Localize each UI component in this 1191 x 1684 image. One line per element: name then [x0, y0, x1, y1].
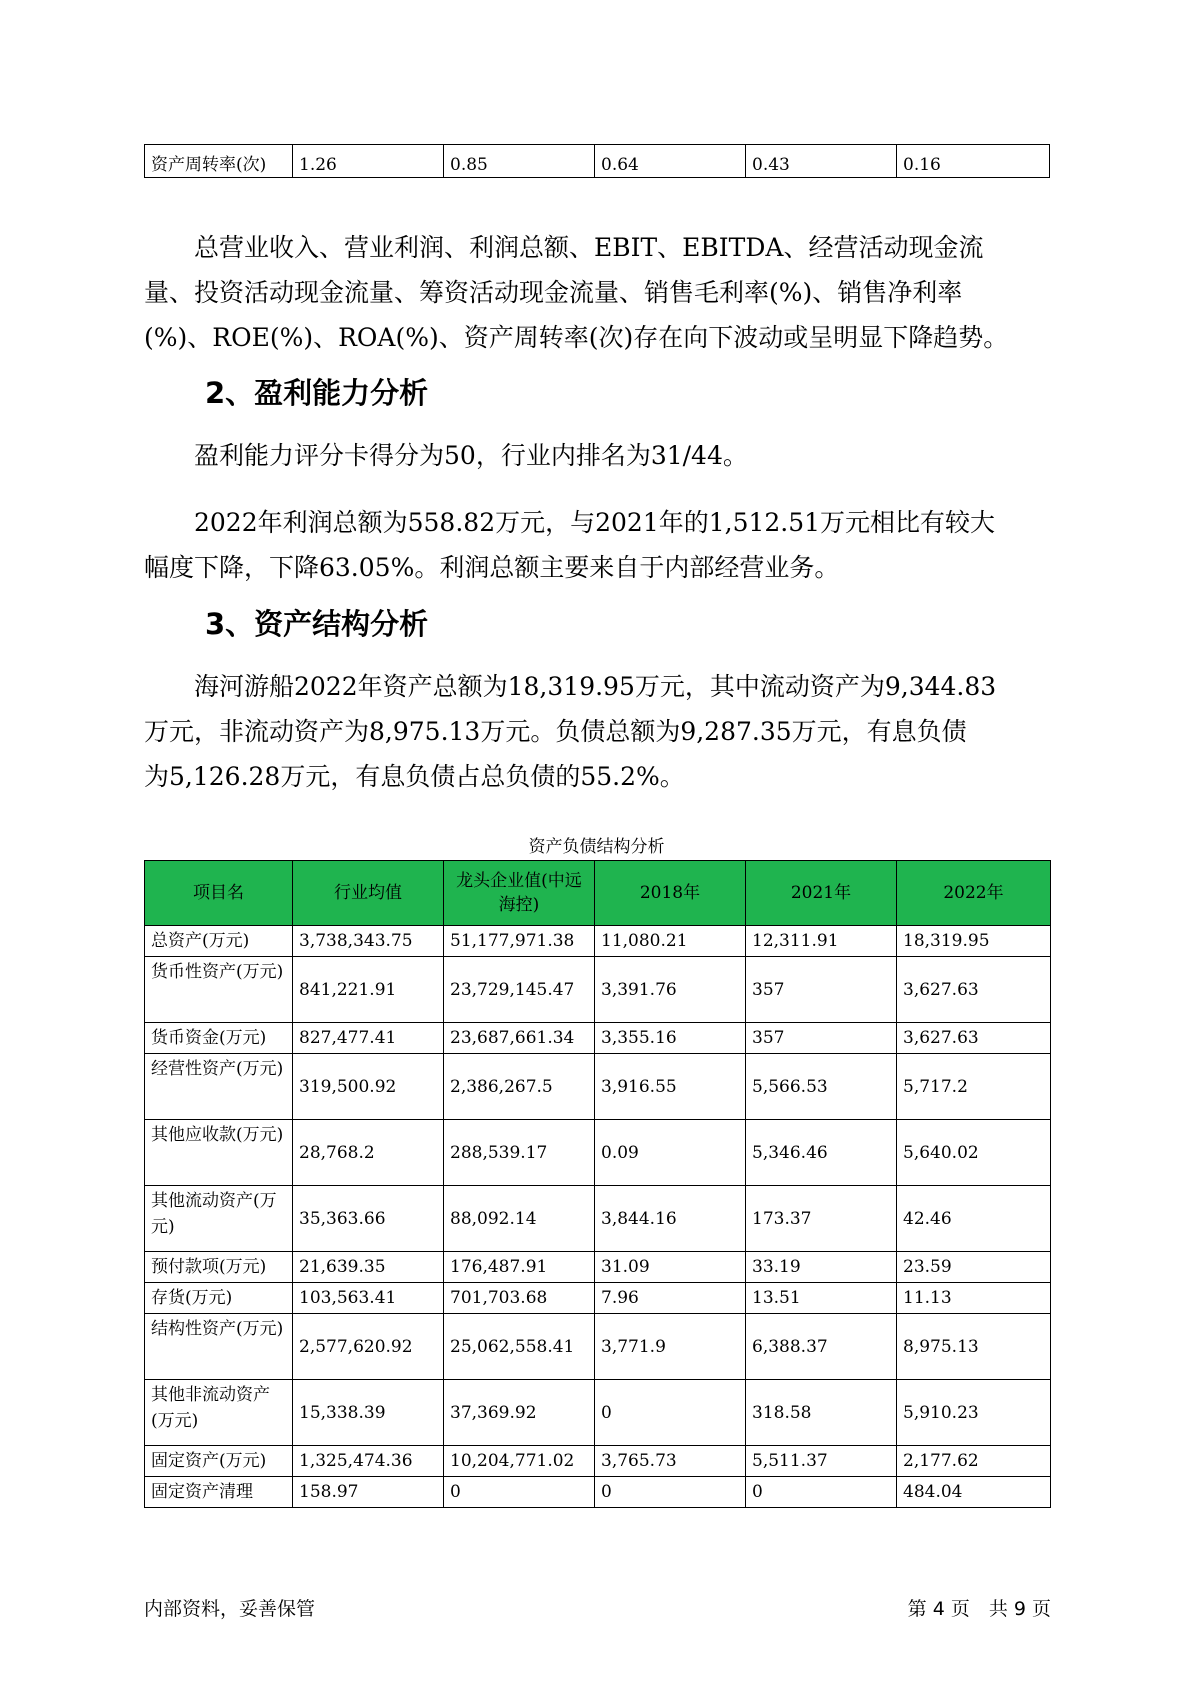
text-line: 海河游船2022年资产总额为18,319.95万元，其中流动资产为9,344.83: [144, 672, 997, 701]
column-header: 行业均值: [293, 861, 444, 926]
table-row: [145, 1446, 1051, 1477]
cell: 11,080.21: [595, 926, 746, 957]
cell: 357: [746, 957, 897, 1023]
table-row: [145, 926, 1051, 957]
row-label: 其他流动资产(万元): [145, 1186, 293, 1252]
text-line: 为5,126.28万元，有息负债占总负债的55.2%。: [144, 762, 685, 791]
cell: 3,765.73: [595, 1446, 746, 1477]
cell: 173.37: [746, 1186, 897, 1252]
table-row: [145, 1054, 1051, 1120]
footer-page-number: 第 4 页 共 9 页: [907, 1598, 1051, 1620]
paragraph-trend: [144, 225, 1049, 360]
cell: 0.43: [746, 145, 897, 178]
row-label: 其他应收款(万元): [145, 1120, 293, 1186]
row-label: 总资产(万元): [145, 926, 293, 957]
row-label: 存货(万元): [145, 1283, 293, 1314]
table-row: [145, 1283, 1051, 1314]
cell: 3,844.16: [595, 1186, 746, 1252]
cell: 0.85: [444, 145, 595, 178]
column-header: 2022年: [897, 861, 1051, 926]
cell: 5,717.2: [897, 1054, 1051, 1120]
cell: 1,325,474.36: [293, 1446, 444, 1477]
table-row: [145, 145, 1050, 178]
text-line: 2022年利润总额为558.82万元，与2021年的1,512.51万元相比有较大: [144, 508, 996, 537]
cell: 357: [746, 1023, 897, 1054]
cell: 0: [746, 1477, 897, 1508]
cell: 资产周转率(次): [145, 145, 293, 178]
top-table-row: [144, 144, 1050, 178]
footer-confidential: 内部资料，妥善保管: [144, 1598, 316, 1620]
cell: 5,566.53: [746, 1054, 897, 1120]
cell: 15,338.39: [293, 1380, 444, 1446]
row-label: 预付款项(万元): [145, 1252, 293, 1283]
text-line: (%)、ROE(%)、ROA(%)、资产周转率(次)存在向下波动或呈明显下降趋势。: [144, 323, 1009, 352]
cell: 35,363.66: [293, 1186, 444, 1252]
text-line: 盈利能力评分卡得分为50，行业内排名为31/44。: [144, 441, 748, 470]
cell: 5,511.37: [746, 1446, 897, 1477]
cell: 319,500.92: [293, 1054, 444, 1120]
cell: 827,477.41: [293, 1023, 444, 1054]
cell: 841,221.91: [293, 957, 444, 1023]
cell: 10,204,771.02: [444, 1446, 595, 1477]
row-label: 结构性资产(万元): [145, 1314, 293, 1380]
table-row: [145, 957, 1051, 1023]
cell: 0: [444, 1477, 595, 1508]
row-label: 固定资产清理: [145, 1477, 293, 1508]
column-header: 2021年: [746, 861, 897, 926]
table-body: [145, 926, 1051, 1508]
cell: 3,627.63: [897, 957, 1051, 1023]
cell: 6,388.37: [746, 1314, 897, 1380]
cell: 23,687,661.34: [444, 1023, 595, 1054]
cell: 176,487.91: [444, 1252, 595, 1283]
row-label: 经营性资产(万元): [145, 1054, 293, 1120]
text-line: 量、投资活动现金流量、筹资活动现金流量、销售毛利率(%)、销售净利率: [144, 278, 963, 307]
cell: 158.97: [293, 1477, 444, 1508]
section-heading-asset-structure: 3、资产结构分析: [205, 607, 429, 641]
table-row: [145, 1314, 1051, 1380]
cell: 7.96: [595, 1283, 746, 1314]
text-line: 总营业收入、营业利润、利润总额、EBIT、EBITDA、经营活动现金流: [144, 233, 984, 262]
cell: 3,916.55: [595, 1054, 746, 1120]
cell: 1.26: [293, 145, 444, 178]
table-row: [145, 1477, 1051, 1508]
text-line: 万元，非流动资产为8,975.13万元。负债总额为9,287.35万元，有息负债: [144, 717, 967, 746]
cell: 5,640.02: [897, 1120, 1051, 1186]
cell: 3,355.16: [595, 1023, 746, 1054]
cell: 5,346.46: [746, 1120, 897, 1186]
cell: 103,563.41: [293, 1283, 444, 1314]
cell: 12,311.91: [746, 926, 897, 957]
paragraph-assets: [144, 664, 1049, 799]
cell: 37,369.92: [444, 1380, 595, 1446]
text-line: 幅度下降，下降63.05%。利润总额主要来自于内部经营业务。: [144, 553, 840, 582]
asset-liability-table: [144, 860, 1051, 1508]
table-row: [145, 1186, 1051, 1252]
cell: 0.16: [897, 145, 1050, 178]
cell: 28,768.2: [293, 1120, 444, 1186]
header-row: [145, 861, 1051, 926]
cell: 3,738,343.75: [293, 926, 444, 957]
cell: 3,391.76: [595, 957, 746, 1023]
cell: 21,639.35: [293, 1252, 444, 1283]
table-row: [145, 1120, 1051, 1186]
cell: 42.46: [897, 1186, 1051, 1252]
cell: 0: [595, 1477, 746, 1508]
cell: 23,729,145.47: [444, 957, 595, 1023]
row-label: 货币资金(万元): [145, 1023, 293, 1054]
cell: 5,910.23: [897, 1380, 1051, 1446]
cell: 31.09: [595, 1252, 746, 1283]
column-header: 2018年: [595, 861, 746, 926]
row-label: 其他非流动资产(万元): [145, 1380, 293, 1446]
table-row: [145, 1380, 1051, 1446]
cell: 2,386,267.5: [444, 1054, 595, 1120]
cell: 25,062,558.41: [444, 1314, 595, 1380]
cell: 2,577,620.92: [293, 1314, 444, 1380]
column-header: 项目名: [145, 861, 293, 926]
table-row: [145, 1023, 1051, 1054]
table-caption: 资产负债结构分析: [528, 837, 665, 857]
cell: 0: [595, 1380, 746, 1446]
cell: 23.59: [897, 1252, 1051, 1283]
cell: 0.09: [595, 1120, 746, 1186]
cell: 0.64: [595, 145, 746, 178]
cell: 13.51: [746, 1283, 897, 1314]
cell: 8,975.13: [897, 1314, 1051, 1380]
cell: 288,539.17: [444, 1120, 595, 1186]
paragraph-profit: [144, 500, 1049, 590]
paragraph-score: [144, 433, 1049, 478]
table-row: [145, 1252, 1051, 1283]
cell: 11.13: [897, 1283, 1051, 1314]
cell: 3,771.9: [595, 1314, 746, 1380]
cell: 18,319.95: [897, 926, 1051, 957]
row-label: 货币性资产(万元): [145, 957, 293, 1023]
cell: 33.19: [746, 1252, 897, 1283]
section-heading-profitability: 2、盈利能力分析: [205, 376, 429, 410]
cell: 3,627.63: [897, 1023, 1051, 1054]
cell: 318.58: [746, 1380, 897, 1446]
cell: 88,092.14: [444, 1186, 595, 1252]
row-label: 固定资产(万元): [145, 1446, 293, 1477]
cell: 51,177,971.38: [444, 926, 595, 957]
cell: 701,703.68: [444, 1283, 595, 1314]
cell: 2,177.62: [897, 1446, 1051, 1477]
cell: 484.04: [897, 1477, 1051, 1508]
column-header: 龙头企业值(中远海控): [444, 861, 595, 926]
